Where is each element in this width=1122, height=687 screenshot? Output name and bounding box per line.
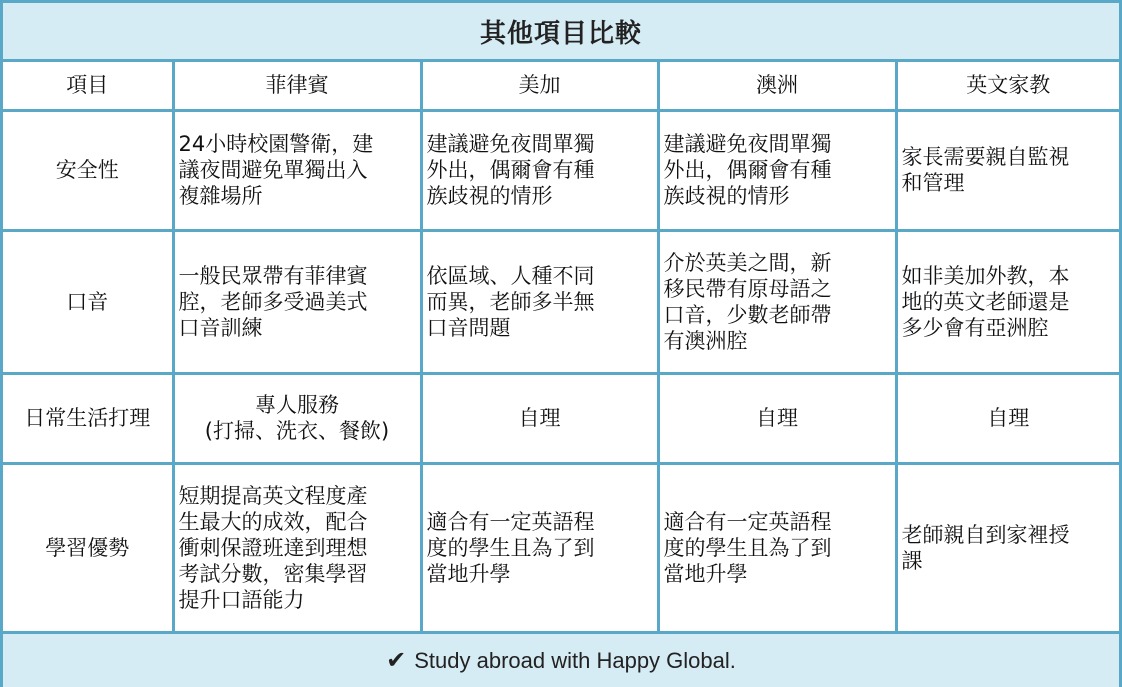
- cell-line: 建議避免夜間單獨: [663, 132, 832, 156]
- cell-line: 提升口語能力: [178, 587, 305, 612]
- cell-line: 口音訓練: [178, 315, 263, 340]
- cell-line: 口音問題: [426, 315, 511, 340]
- cell-line: 課: [901, 548, 923, 573]
- cell-safety-english-tutor: [896, 110, 1119, 230]
- cell-accent-philippines: [173, 230, 421, 373]
- cell-line: 自理: [756, 406, 798, 430]
- header-philippines: 菲律賓: [173, 62, 421, 110]
- row-label-accent: 口音: [3, 230, 173, 373]
- table-row-daily-life: [3, 373, 1119, 463]
- cell-line: 複雜場所: [178, 184, 263, 208]
- table-row-safety: [3, 110, 1119, 230]
- cell-line: 適合有一定英語程: [426, 509, 595, 534]
- cell-line: 考試分數，密集學習: [178, 561, 368, 586]
- cell-accent-english-tutor: [896, 230, 1119, 373]
- cell-line: 專人服務: [255, 393, 339, 417]
- cell-safety-philippines: [173, 110, 421, 230]
- cell-line: 而異，老師多半無: [426, 289, 595, 314]
- cell-line: 外出，偶爾會有種: [663, 158, 832, 182]
- cell-line: 建議避免夜間單獨: [426, 132, 595, 156]
- table-row-learning: [3, 463, 1119, 631]
- cell-line: 24小時校園警衛，建: [178, 132, 374, 156]
- cell-line: 當地升學: [426, 561, 511, 586]
- cell-line: 生最大的成效，配合: [178, 509, 368, 534]
- row-label-safety: 安全性: [3, 110, 173, 230]
- cell-line: 議夜間避免單獨出入: [178, 158, 368, 182]
- cell-daily-life-us-canada: [421, 373, 658, 463]
- cell-line: 適合有一定英語程: [663, 509, 832, 534]
- cell-line: 移民帶有原母語之: [663, 276, 832, 301]
- cell-learning-australia: [658, 463, 896, 631]
- cell-line: 家長需要親自監視: [901, 145, 1070, 169]
- cell-line: 外出，偶爾會有種: [426, 158, 595, 182]
- footer-text: Study abroad with Happy Global.: [414, 647, 736, 673]
- table-row-accent: [3, 230, 1119, 373]
- cell-line: 自理: [987, 406, 1030, 430]
- cell-accent-australia: [658, 230, 896, 373]
- cell-line: 地的英文老師還是: [901, 289, 1070, 314]
- header-australia: 澳洲: [658, 62, 896, 110]
- footer-banner: [3, 631, 1119, 687]
- cell-line: 族歧視的情形: [426, 184, 553, 208]
- cell-line: 腔，老師多受過美式: [178, 289, 368, 314]
- cell-daily-life-philippines: [173, 373, 421, 463]
- comparison-table: [3, 62, 1119, 631]
- row-label-daily-life: 日常生活打理: [3, 373, 173, 463]
- cell-line: 口音，少數老師帶: [663, 302, 832, 327]
- cell-safety-us-canada: [421, 110, 658, 230]
- cell-line: 度的學生且為了到: [426, 535, 595, 560]
- header-english-tutor: 英文家教: [896, 62, 1119, 110]
- cell-line: 衝刺保證班達到理想: [178, 535, 368, 560]
- cell-line: 老師親自到家裡授: [901, 522, 1070, 547]
- cell-line: (打掃、洗衣、餐飲): [204, 419, 390, 443]
- cell-line: 自理: [518, 406, 561, 430]
- cell-line: 依區域、人種不同: [426, 263, 595, 288]
- page-title: 其他項目比較: [3, 3, 1119, 62]
- header-item: 項目: [3, 62, 173, 110]
- cell-line: 一般民眾帶有菲律賓: [178, 263, 368, 288]
- cell-line: 有澳洲腔: [663, 328, 748, 353]
- header-us-canada: 美加: [421, 62, 658, 110]
- cell-daily-life-australia: [658, 373, 896, 463]
- cell-learning-philippines: [173, 463, 421, 631]
- table-header-row: [3, 62, 1119, 110]
- cell-line: 如非美加外教，本: [901, 263, 1070, 288]
- cell-line: 短期提高英文程度產: [178, 483, 368, 508]
- cell-line: 當地升學: [663, 561, 748, 586]
- cell-line: 度的學生且為了到: [663, 535, 832, 560]
- cell-daily-life-english-tutor: [896, 373, 1119, 463]
- cell-safety-australia: [658, 110, 896, 230]
- cell-line: 族歧視的情形: [663, 184, 790, 208]
- cell-line: 和管理: [901, 171, 965, 195]
- cell-learning-us-canada: [421, 463, 658, 631]
- cell-line: 多少會有亞洲腔: [901, 315, 1049, 340]
- cell-learning-english-tutor: [896, 463, 1119, 631]
- checkmark-icon: ✔: [386, 647, 407, 674]
- cell-line: 介於英美之間，新: [663, 250, 832, 275]
- row-label-learning: 學習優勢: [3, 463, 173, 631]
- cell-accent-us-canada: [421, 230, 658, 373]
